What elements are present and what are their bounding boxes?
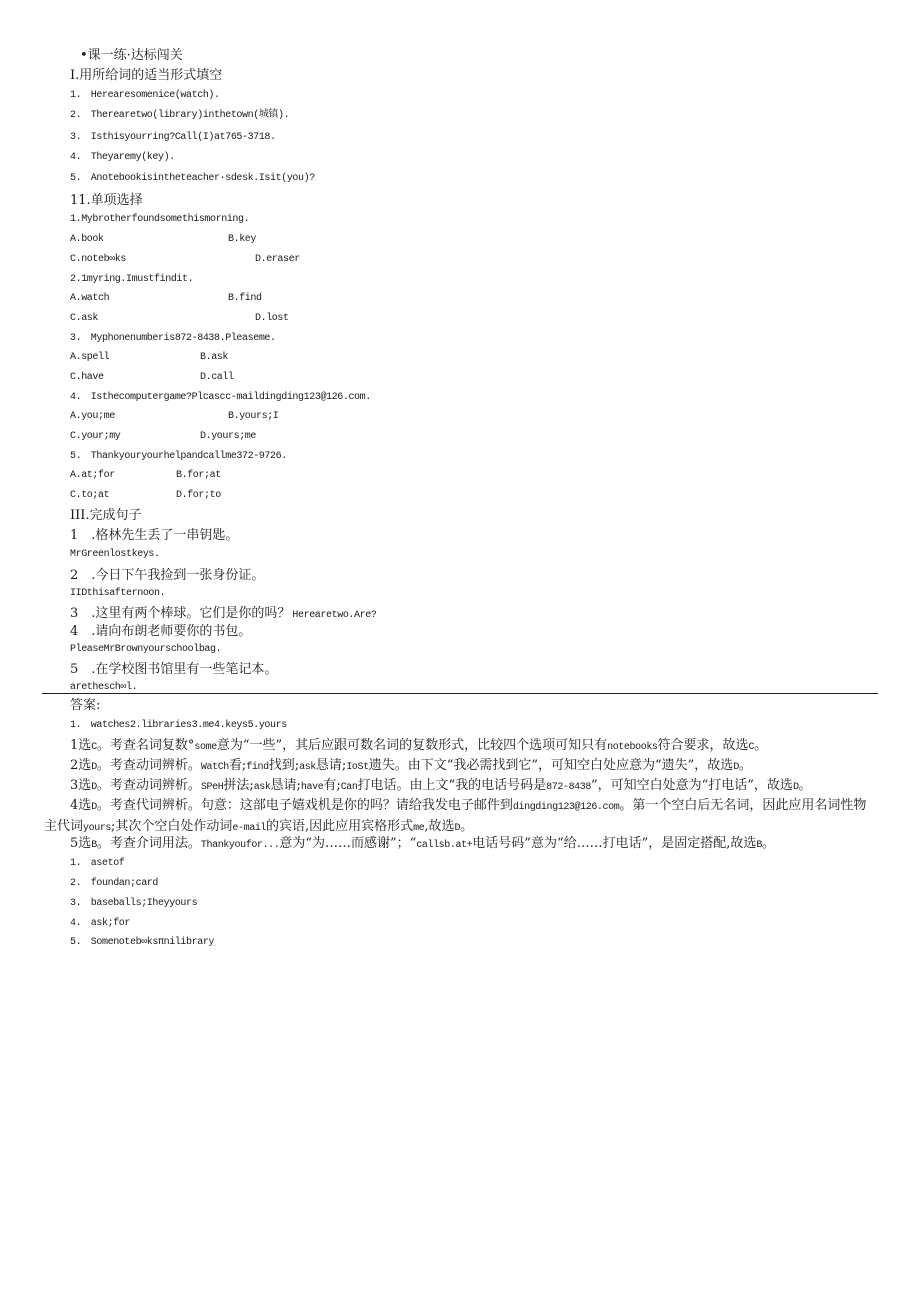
- fill-item-5: 5. Anotebookisintheteacher·sdesk.Isit(you)?: [70, 173, 315, 184]
- mc-q2-option-b: B.find: [228, 293, 262, 304]
- sentence-3: [70, 606, 376, 622]
- mc-q1-option-d: D.eraser: [255, 254, 300, 265]
- section-divider: [42, 693, 878, 694]
- answers-title: 答案:: [70, 698, 101, 713]
- answer-explanation-4: 4选D。考查代词辨析。句意：这部电子嬉戏机是你的吗？请给我发电子邮件到dingding123@126.com。第一个空白后无名词，因此应用名词性物主代词yours;其次个空白处作动词e-mail的宾语,因此应用宾格形式me,故选D。: [44, 798, 867, 834]
- fill-item-1: 1. Herearesomenice(watch).: [70, 90, 220, 101]
- mc-q2-option-a: A.watch: [70, 293, 110, 304]
- mc-q5-option-b: B.for;at: [176, 470, 221, 481]
- mc-q3-option-c: C.have: [70, 372, 104, 383]
- answers-section-1: 1. watches2.libraries3.me4.keys5.yours: [70, 720, 287, 731]
- answers-section-3-item-3: 3. baseballs;Iheyyours: [70, 898, 198, 909]
- mc-q1-option-b: B.key: [228, 234, 257, 245]
- page-header: •课一练·达标闯关: [80, 48, 183, 63]
- sentence-4-chinese: 4 .请向布朗老师要你的书包。: [70, 624, 252, 639]
- mc-q4-option-b: B.yours;I: [228, 411, 279, 422]
- answer-explanation-5: 5选B。考查介词用法。Thankyoufor...意为“为……而感谢”；“callsb.at+电话号码”意为“给……打电话”，是固定搭配,故选B。: [70, 836, 775, 851]
- mc-q5-stem: 5. Thankyouryourhelpandcallme372-9726.: [70, 451, 287, 462]
- fill-item-4: 4. Theyaremy(key).: [70, 152, 175, 163]
- sentence-1-english: MrGreenlostkeys.: [70, 549, 160, 560]
- mc-q1-option-c: C.noteb∞ks: [70, 254, 127, 265]
- answer-explanation-1: 1选C。考查名词复数°some意为“一些”，其后应跟可数名词的复数形式，比较四个选项可知只有notebooks符合要求，故选C。: [70, 738, 768, 753]
- answers-section-3-item-1: 1. asetof: [70, 858, 125, 869]
- sentence-1-chinese: 1 .格林先生丢了一串钥匙。: [70, 528, 239, 543]
- sentence-5-english: arethesch∞l.: [70, 682, 138, 693]
- section-3-title: III.完成句子: [70, 508, 142, 523]
- mc-q4-stem: 4. Isthecomputergame?Plcascc-maildingding123@126.com.: [70, 392, 371, 403]
- answer-explanation-2: 2选D。考查动词辨析。WatCh看;find找到;ask恳请;IoSt遗失。由下文“我必需找到它”，可知空白处应意为“遗失”，故选D。: [70, 758, 752, 773]
- fill-item-2: 2. Therearetwo(library)inthetown(城镇).: [70, 110, 290, 121]
- mc-q5-option-a: A.at;for: [70, 470, 115, 481]
- mc-q2-stem: 2.1myring.Imustfindit.: [70, 274, 194, 285]
- answer-explanation-3: 3选D。考查动词辨析。SPeH拼法;ask恳请;have有;Can打电话。由上文“我的电话号码是872-8438”，可知空白处意为“打电话”，故选D。: [70, 778, 812, 793]
- mc-q3-stem: 3. Myphonenumberis872-8438.Pleaseme.: [70, 333, 276, 344]
- sentence-2-chinese: 2 .今日下午我捡到一张身份证。: [70, 568, 265, 583]
- mc-q1-option-a: A.book: [70, 234, 104, 245]
- mc-q4-option-d: D.yours;me: [200, 431, 257, 442]
- sentence-4-english: PleaseMrBrownyourschoolbag.: [70, 644, 222, 655]
- mc-q1-stem: 1.Mybrotherfoundsomethismorning.: [70, 214, 250, 225]
- answers-section-3-item-4: 4. ask;for: [70, 918, 131, 929]
- fill-item-3: 3. Isthisyourring?Call(I)at765-3718.: [70, 132, 276, 143]
- answers-section-3-item-5: 5. Somenoteb∞ksπnilibrary: [70, 937, 215, 948]
- mc-q4-option-a: A.you;me: [70, 411, 115, 422]
- sentence-3-chinese: 3 .这里有两个棒球。它们是你的吗？: [70, 606, 291, 621]
- mc-q5-option-c: C.to;at: [70, 490, 110, 501]
- section-2-title: 11.单项选择: [70, 193, 143, 208]
- mc-q3-option-b: B.ask: [200, 352, 229, 363]
- mc-q2-option-c: C.ask: [70, 313, 99, 324]
- answers-section-3-item-2: 2. foundan;card: [70, 878, 159, 889]
- mc-q5-option-d: D.for;to: [176, 490, 221, 501]
- mc-q2-option-d: D.lost: [255, 313, 289, 324]
- section-1-title: I.用所给词的适当形式填空: [70, 68, 223, 83]
- sentence-2-english: IIDthisafternoon.: [70, 588, 166, 599]
- mc-q3-option-a: A.spell: [70, 352, 110, 363]
- sentence-5-chinese: 5 .在学校图书馆里有一些笔记本。: [70, 662, 278, 677]
- sentence-3-english: Herearetwo.Are?: [292, 610, 377, 621]
- mc-q3-option-d: D.call: [200, 372, 234, 383]
- mc-q4-option-c: C.your;my: [70, 431, 121, 442]
